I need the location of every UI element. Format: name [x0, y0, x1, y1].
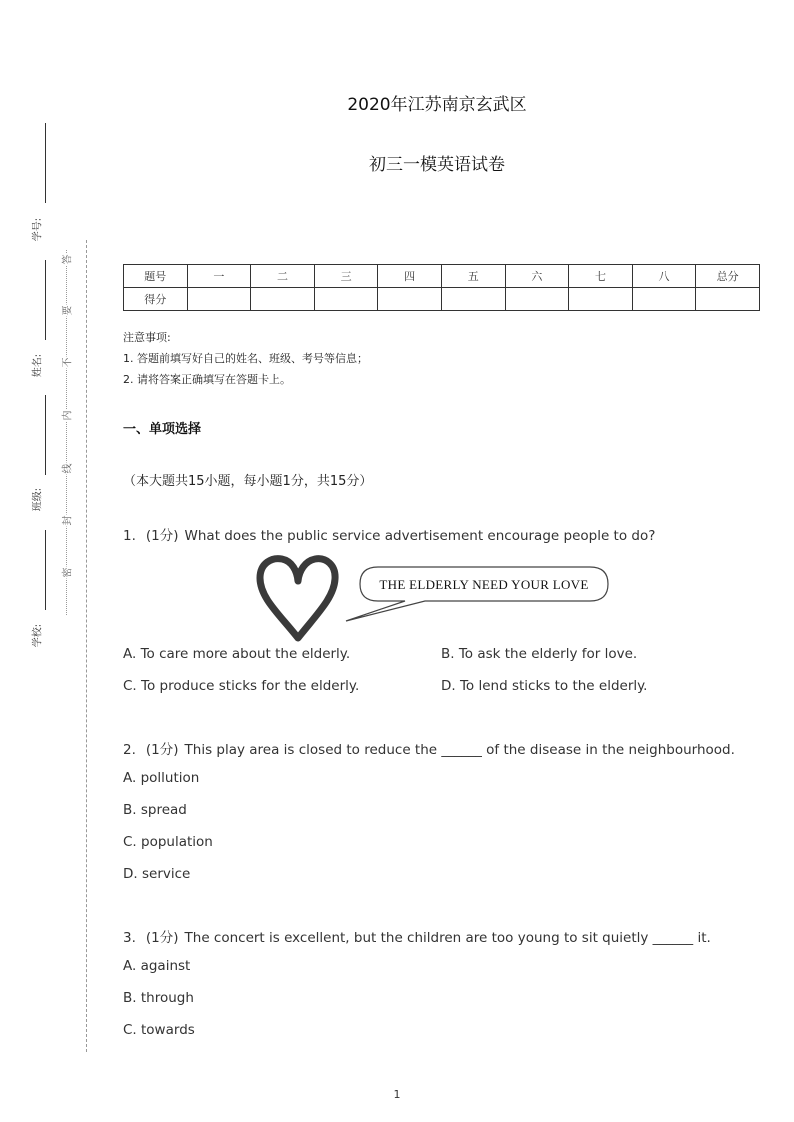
score-cell[interactable] — [441, 288, 505, 311]
seal-char: 线 — [59, 463, 74, 475]
section-instructions: （本大题共15小题，每小题1分，共15分） — [123, 474, 373, 489]
seal-char: 封 — [59, 515, 74, 527]
margin-label-name: 姓名: — [32, 353, 44, 378]
score-table-header-cell: 二 — [251, 265, 315, 288]
margin-line-class — [45, 395, 46, 475]
score-table-header-cell: 四 — [378, 265, 442, 288]
margin-line-school — [45, 530, 46, 610]
seal-char: 要 — [59, 305, 74, 317]
section-title: 一、单项选择 — [123, 422, 202, 437]
score-table-header-cell: 三 — [314, 265, 378, 288]
score-table-header-cell: 总分 — [696, 265, 760, 288]
option-c[interactable]: C. To produce sticks for the elderly. — [123, 678, 360, 694]
question-2 — [123, 738, 735, 758]
question-number: 3. — [123, 930, 136, 946]
question-text: This play area is closed to reduce the ______ of the disease in the neighbourhood. — [184, 742, 735, 758]
score-cell[interactable] — [696, 288, 760, 311]
exam-title: 初三一模英语试卷 — [369, 155, 505, 175]
score-cell[interactable] — [505, 288, 569, 311]
option-a[interactable]: A. against — [123, 958, 191, 974]
heart-walking-stick-icon — [260, 559, 335, 638]
question-number: 1. — [123, 528, 136, 544]
score-cell[interactable] — [632, 288, 696, 311]
page-number: 1 — [393, 1088, 401, 1101]
seal-char: 内 — [59, 410, 74, 422]
question-score: (1分) — [145, 528, 179, 544]
exam-region-title: 2020年江苏南京玄武区 — [347, 95, 527, 115]
advertisement-caption: THE ELDERLY NEED YOUR LOVE — [379, 577, 589, 592]
score-table-header-cell: 题号 — [124, 265, 188, 288]
score-table-header-cell: 六 — [505, 265, 569, 288]
exam-notes — [123, 327, 368, 390]
score-cell[interactable] — [569, 288, 633, 311]
option-b[interactable]: B. To ask the elderly for love. — [441, 646, 638, 662]
margin-label-xuehao: 学号: — [32, 217, 44, 242]
margin-line-name — [45, 260, 46, 340]
margin-label-class: 班级: — [32, 487, 44, 512]
margin-label-school: 学校: — [32, 623, 44, 648]
notes-item: 1. 答题前填写好自己的姓名、班级、考号等信息； — [123, 352, 368, 365]
question-score: (1分) — [145, 742, 179, 758]
seal-char: 不 — [59, 357, 74, 369]
seal-char: 密 — [59, 567, 74, 579]
score-table-score-row — [124, 288, 760, 311]
score-cell[interactable] — [187, 288, 251, 311]
notes-item: 2. 请将答案正确填写在答题卡上。 — [123, 373, 291, 386]
option-c[interactable]: C. towards — [123, 1022, 195, 1038]
option-d[interactable]: D. service — [123, 866, 191, 882]
question-1 — [123, 524, 655, 544]
score-table — [123, 264, 760, 311]
score-table-header-cell: 一 — [187, 265, 251, 288]
score-table-header-row — [124, 265, 760, 288]
option-d[interactable]: D. To lend sticks to the elderly. — [441, 678, 648, 694]
option-c[interactable]: C. population — [123, 834, 213, 850]
question-number: 2. — [123, 742, 136, 758]
question-text: What does the public service advertisement encourage people to do? — [184, 528, 656, 544]
score-table-header-cell: 七 — [569, 265, 633, 288]
option-a[interactable]: A. pollution — [123, 770, 200, 786]
notes-heading: 注意事项: — [123, 331, 171, 344]
score-table-header-cell: 五 — [441, 265, 505, 288]
question-text: The concert is excellent, but the children are too young to sit quietly ______ it. — [184, 930, 711, 946]
binding-dashed-line — [86, 240, 87, 1052]
score-cell[interactable] — [378, 288, 442, 311]
score-cell[interactable] — [251, 288, 315, 311]
score-cell[interactable] — [314, 288, 378, 311]
seal-char: 答 — [59, 254, 74, 266]
question-score: (1分) — [145, 930, 179, 946]
option-b[interactable]: B. through — [123, 990, 194, 1006]
option-a[interactable]: A. To care more about the elderly. — [123, 646, 351, 662]
score-table-header-cell: 八 — [632, 265, 696, 288]
score-row-label: 得分 — [124, 288, 188, 311]
option-b[interactable]: B. spread — [123, 802, 187, 818]
question-3 — [123, 926, 711, 946]
